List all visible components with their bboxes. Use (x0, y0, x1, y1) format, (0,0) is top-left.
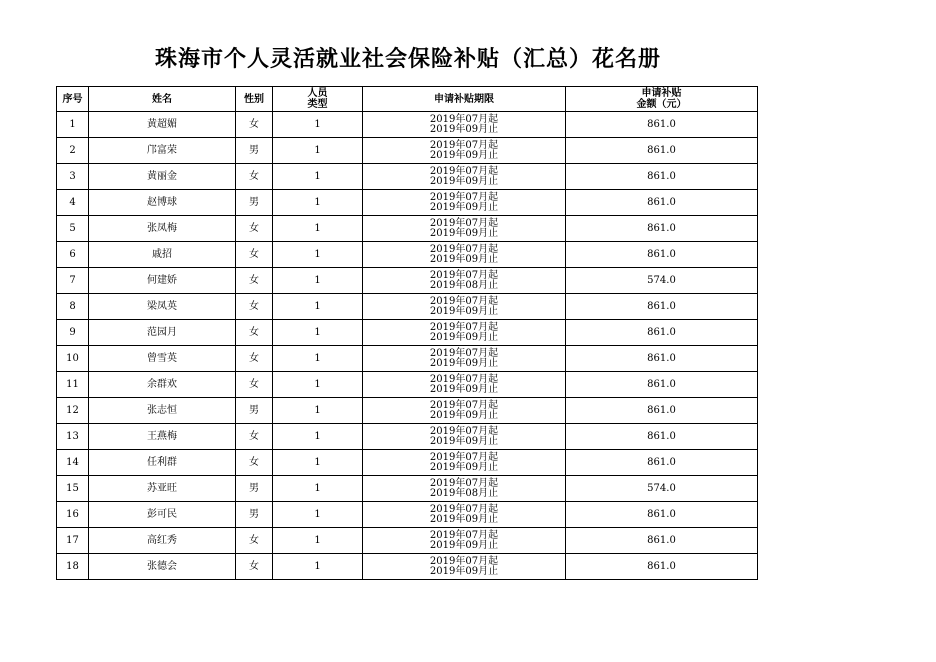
cell-seq: 6 (57, 242, 89, 268)
cell-seq: 15 (57, 476, 89, 502)
period-start: 2019年07月起 (429, 399, 499, 411)
period-end: 2019年09月止 (429, 331, 499, 343)
cell-name: 邝富荣 (89, 138, 236, 164)
cell-amount: 861.0 (566, 398, 758, 424)
cell-gender: 女 (236, 528, 273, 554)
cell-seq: 7 (57, 268, 89, 294)
cell-type: 1 (273, 502, 363, 528)
period-end: 2019年09月止 (429, 409, 499, 421)
cell-name: 何建娇 (89, 268, 236, 294)
cell-seq: 10 (57, 346, 89, 372)
table-row (57, 346, 758, 372)
table-row (57, 398, 758, 424)
roster-table (56, 86, 758, 580)
period-start: 2019年07月起 (429, 295, 499, 307)
cell-name: 彭可民 (89, 502, 236, 528)
cell-name: 任利群 (89, 450, 236, 476)
cell-type: 1 (273, 216, 363, 242)
cell-period (363, 138, 566, 164)
cell-name: 高红秀 (89, 528, 236, 554)
period-end: 2019年09月止 (429, 539, 499, 551)
cell-gender: 女 (236, 372, 273, 398)
table-row (57, 424, 758, 450)
table-row (57, 268, 758, 294)
cell-period (363, 268, 566, 294)
header-name: 姓名 (89, 87, 236, 112)
table-row (57, 320, 758, 346)
cell-period (363, 528, 566, 554)
cell-gender: 女 (236, 320, 273, 346)
cell-gender: 女 (236, 164, 273, 190)
cell-amount: 574.0 (566, 268, 758, 294)
period-start: 2019年07月起 (429, 373, 499, 385)
cell-seq: 4 (57, 190, 89, 216)
cell-type: 1 (273, 138, 363, 164)
table-row (57, 112, 758, 138)
cell-amount: 861.0 (566, 242, 758, 268)
cell-period (363, 476, 566, 502)
period-end: 2019年09月止 (429, 513, 499, 525)
cell-gender: 女 (236, 294, 273, 320)
cell-amount: 861.0 (566, 346, 758, 372)
cell-seq: 17 (57, 528, 89, 554)
cell-amount: 861.0 (566, 294, 758, 320)
table-row (57, 502, 758, 528)
period-start: 2019年07月起 (429, 529, 499, 541)
cell-name: 张志恒 (89, 398, 236, 424)
period-end: 2019年09月止 (429, 149, 499, 161)
cell-name: 余群欢 (89, 372, 236, 398)
cell-type: 1 (273, 554, 363, 580)
cell-name: 王燕梅 (89, 424, 236, 450)
cell-seq: 2 (57, 138, 89, 164)
cell-type: 1 (273, 242, 363, 268)
cell-type: 1 (273, 320, 363, 346)
period-end: 2019年08月止 (429, 279, 499, 291)
period-start: 2019年07月起 (429, 139, 499, 151)
cell-period (363, 216, 566, 242)
period-end: 2019年09月止 (429, 305, 499, 317)
cell-period (363, 450, 566, 476)
period-start: 2019年07月起 (429, 165, 499, 177)
cell-amount: 861.0 (566, 554, 758, 580)
table-row (57, 372, 758, 398)
cell-seq: 13 (57, 424, 89, 450)
period-end: 2019年09月止 (429, 201, 499, 213)
cell-name: 赵博球 (89, 190, 236, 216)
period-end: 2019年09月止 (429, 383, 499, 395)
period-end: 2019年09月止 (429, 175, 499, 187)
cell-type: 1 (273, 424, 363, 450)
cell-gender: 男 (236, 398, 273, 424)
table-row (57, 242, 758, 268)
period-end: 2019年09月止 (429, 565, 499, 577)
period-start: 2019年07月起 (429, 451, 499, 463)
cell-gender: 男 (236, 476, 273, 502)
cell-amount: 861.0 (566, 190, 758, 216)
header-amount-line1: 申请补贴 (641, 88, 682, 99)
cell-type: 1 (273, 164, 363, 190)
cell-seq: 5 (57, 216, 89, 242)
table-row (57, 216, 758, 242)
cell-type: 1 (273, 112, 363, 138)
cell-period (363, 320, 566, 346)
period-start: 2019年07月起 (429, 347, 499, 359)
cell-gender: 女 (236, 112, 273, 138)
period-start: 2019年07月起 (429, 321, 499, 333)
cell-seq: 1 (57, 112, 89, 138)
table-row (57, 450, 758, 476)
period-start: 2019年07月起 (429, 191, 499, 203)
cell-seq: 9 (57, 320, 89, 346)
header-type-line2: 类型 (307, 99, 328, 110)
period-end: 2019年09月止 (429, 227, 499, 239)
cell-period (363, 294, 566, 320)
cell-seq: 12 (57, 398, 89, 424)
cell-gender: 女 (236, 268, 273, 294)
cell-type: 1 (273, 190, 363, 216)
cell-period (363, 372, 566, 398)
cell-seq: 18 (57, 554, 89, 580)
header-period: 申请补贴期限 (363, 87, 566, 112)
cell-amount: 574.0 (566, 476, 758, 502)
cell-type: 1 (273, 476, 363, 502)
cell-seq: 11 (57, 372, 89, 398)
cell-period (363, 112, 566, 138)
cell-period (363, 398, 566, 424)
page-title: 珠海市个人灵活就业社会保险补贴（汇总）花名册 (154, 47, 661, 72)
period-end: 2019年09月止 (429, 435, 499, 447)
period-end: 2019年09月止 (429, 253, 499, 265)
cell-gender: 男 (236, 502, 273, 528)
header-amount-line2: 金额（元） (636, 99, 687, 110)
cell-amount: 861.0 (566, 164, 758, 190)
period-start: 2019年07月起 (429, 217, 499, 229)
period-start: 2019年07月起 (429, 555, 499, 567)
cell-period (363, 242, 566, 268)
period-start: 2019年07月起 (429, 113, 499, 125)
table-row (57, 476, 758, 502)
table-row (57, 528, 758, 554)
header-type-line1: 人员 (307, 88, 328, 99)
cell-period (363, 164, 566, 190)
table-row (57, 294, 758, 320)
cell-type: 1 (273, 450, 363, 476)
cell-gender: 女 (236, 424, 273, 450)
cell-period (363, 554, 566, 580)
cell-name: 曾雪英 (89, 346, 236, 372)
header-type (273, 87, 363, 112)
table-row (57, 164, 758, 190)
cell-type: 1 (273, 372, 363, 398)
cell-amount: 861.0 (566, 112, 758, 138)
cell-amount: 861.0 (566, 424, 758, 450)
cell-type: 1 (273, 268, 363, 294)
header-row (57, 87, 758, 112)
cell-seq: 3 (57, 164, 89, 190)
cell-seq: 16 (57, 502, 89, 528)
cell-period (363, 424, 566, 450)
cell-type: 1 (273, 294, 363, 320)
table-row (57, 138, 758, 164)
cell-gender: 女 (236, 242, 273, 268)
period-start: 2019年07月起 (429, 477, 499, 489)
cell-gender: 男 (236, 190, 273, 216)
cell-amount: 861.0 (566, 528, 758, 554)
cell-name: 黄超媚 (89, 112, 236, 138)
cell-type: 1 (273, 398, 363, 424)
cell-seq: 14 (57, 450, 89, 476)
header-gender: 性别 (236, 87, 273, 112)
cell-gender: 女 (236, 216, 273, 242)
cell-name: 黄丽金 (89, 164, 236, 190)
cell-amount: 861.0 (566, 450, 758, 476)
cell-name: 戚招 (89, 242, 236, 268)
header-seq: 序号 (57, 87, 89, 112)
cell-name: 张德会 (89, 554, 236, 580)
period-end: 2019年09月止 (429, 123, 499, 135)
cell-name: 梁凤英 (89, 294, 236, 320)
cell-name: 苏亚旺 (89, 476, 236, 502)
period-start: 2019年07月起 (429, 425, 499, 437)
period-end: 2019年08月止 (429, 487, 499, 499)
cell-gender: 男 (236, 138, 273, 164)
cell-amount: 861.0 (566, 372, 758, 398)
header-amount (566, 87, 758, 112)
cell-type: 1 (273, 346, 363, 372)
cell-gender: 女 (236, 450, 273, 476)
cell-amount: 861.0 (566, 320, 758, 346)
table-body (57, 112, 758, 580)
cell-period (363, 190, 566, 216)
cell-amount: 861.0 (566, 216, 758, 242)
cell-gender: 女 (236, 346, 273, 372)
cell-name: 张凤梅 (89, 216, 236, 242)
cell-gender: 女 (236, 554, 273, 580)
period-start: 2019年07月起 (429, 243, 499, 255)
cell-name: 范园月 (89, 320, 236, 346)
cell-seq: 8 (57, 294, 89, 320)
period-end: 2019年09月止 (429, 461, 499, 473)
cell-amount: 861.0 (566, 502, 758, 528)
cell-period (363, 346, 566, 372)
period-end: 2019年09月止 (429, 357, 499, 369)
cell-type: 1 (273, 528, 363, 554)
cell-period (363, 502, 566, 528)
table-row (57, 190, 758, 216)
cell-amount: 861.0 (566, 138, 758, 164)
period-start: 2019年07月起 (429, 269, 499, 281)
table-row (57, 554, 758, 580)
period-start: 2019年07月起 (429, 503, 499, 515)
